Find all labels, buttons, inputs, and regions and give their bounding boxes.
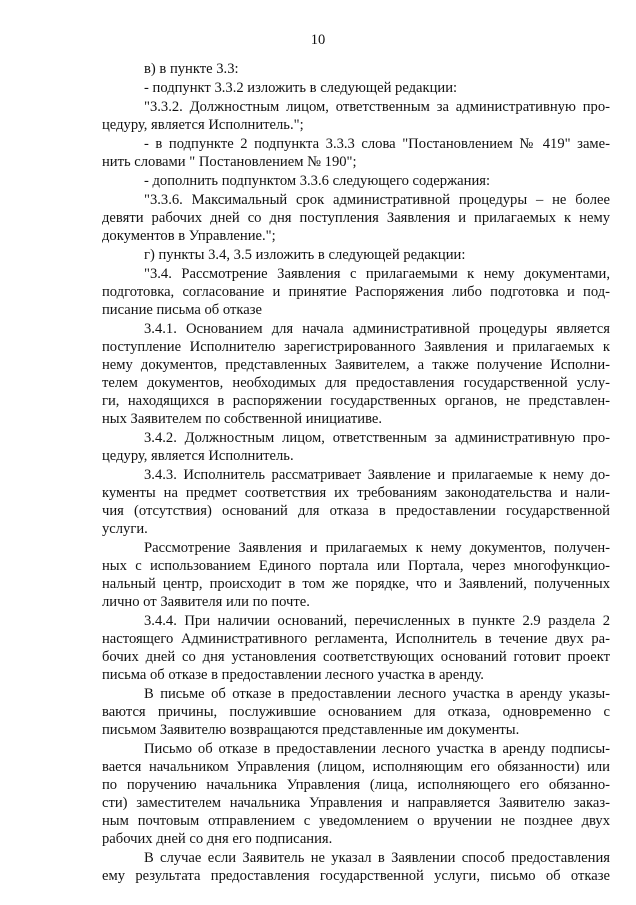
text-line: рабочих дней со дня его подписания. — [102, 831, 333, 847]
paragraph — [102, 135, 610, 171]
text-line: ным почтовым отправлением с уведомлением о вручении не позднее двух — [102, 813, 610, 829]
text-line: "3.4. Рассмотрение Заявления с прилагаемыми к нему документами, — [144, 266, 610, 282]
paragraph — [102, 612, 610, 684]
paragraph — [102, 429, 610, 465]
paragraph — [102, 740, 610, 848]
paragraph — [102, 539, 610, 611]
text-line: ги, находящихся в распоряжении государственных органов, не представлен- — [102, 393, 610, 409]
paragraph — [102, 172, 610, 190]
text-line: телем документов, необходимых для предоставления государственной услу- — [102, 375, 610, 391]
text-line: письмом Заявителю возвращаются представленные им документы. — [102, 722, 520, 738]
text-line: 3.4.4. При наличии оснований, перечисленных в пункте 2.9 раздела 2 — [144, 613, 610, 629]
text-line: - дополнить подпунктом 3.3.6 следующего содержания: — [144, 173, 491, 189]
text-line: В случае если Заявитель не указал в Заявлении способ предоставления — [144, 850, 610, 866]
text-line: "3.3.6. Максимальный срок административной процедуры – не более — [144, 192, 610, 208]
text-line: "3.3.2. Должностным лицом, ответственным за административную про- — [144, 99, 610, 115]
text-line: ваются причины, послужившие основанием для отказа, одновременно с — [102, 704, 610, 720]
text-line: поступление Исполнителю зарегистрированного Заявления и прилагаемых к — [102, 339, 610, 355]
text-line: ных с использованием Единого портала или Портала, через многофункцио- — [102, 558, 610, 574]
page-number: 10 — [310, 32, 326, 48]
paragraph — [102, 79, 610, 97]
paragraph — [102, 191, 610, 245]
text-line: документов в Управление."; — [102, 228, 276, 244]
text-line: писание письма об отказе — [102, 302, 262, 318]
text-line: цедуру, является Исполнитель."; — [102, 117, 304, 133]
text-line: настоящего Административного регламента, Исполнитель в течение двух ра- — [102, 631, 610, 647]
paragraph — [102, 320, 610, 428]
text-line: вается начальником Управления (лицом, исполняющим его обязанности) или — [102, 759, 610, 775]
paragraph — [102, 98, 610, 134]
text-line: ных Заявителем по собственной инициативе. — [102, 411, 382, 427]
text-line: Рассмотрение Заявления и прилагаемых к нему документов, получен- — [144, 540, 610, 556]
text-line: цедуру, является Исполнитель. — [102, 448, 294, 464]
text-line: бочих дней со дня установления соответствующих оснований готовит проект — [102, 649, 610, 665]
text-line: г) пункты 3.4, 3.5 изложить в следующей редакции: — [144, 247, 466, 263]
text-line: нему документов, представленных Заявителем, а также получение Исполни- — [102, 357, 610, 373]
text-line: подготовка, согласование и принятие Распоряжения либо подготовка и под- — [102, 284, 610, 300]
text-line: - подпункт 3.3.2 изложить в следующей редакции: — [144, 80, 458, 96]
text-line: кументы на предмет соответствия их требованиям законодательства и нали- — [102, 485, 610, 501]
text-line: 3.4.3. Исполнитель рассматривает Заявление и прилагаемые к нему до- — [144, 467, 610, 483]
paragraph — [102, 60, 610, 78]
paragraph — [102, 265, 610, 319]
text-line: в) в пункте 3.3: — [144, 61, 239, 77]
text-line: ему результата предоставления государственной услуги, письмо об отказе — [102, 868, 610, 884]
paragraph — [102, 466, 610, 538]
document-body — [102, 60, 610, 885]
text-line: В письме об отказе в предоставлении лесного участка в аренду указы- — [144, 686, 610, 702]
paragraph — [102, 246, 610, 264]
text-line: нальный центр, происходит в том же порядке, что и Заявлений, полученных — [102, 576, 610, 592]
paragraph — [102, 849, 610, 885]
text-line: 3.4.1. Основанием для начала административной процедуры является — [144, 321, 610, 337]
text-line: девяти рабочих дней со дня поступления Заявления и прилагаемых к нему — [102, 210, 610, 226]
text-line: сти) заместителем начальника Управления и направляется Заявителю заказ- — [102, 795, 610, 811]
text-line: чия (отсутствия) оснований для отказа в предоставлении государственной — [102, 503, 610, 519]
text-line: нить словами " Постановлением № 190"; — [102, 154, 357, 170]
text-line: 3.4.2. Должностным лицом, ответственным за административную про- — [144, 430, 610, 446]
text-line: лично от Заявителя или по почте. — [102, 594, 310, 610]
paragraph — [102, 685, 610, 739]
text-line: услуги. — [102, 521, 148, 537]
text-line: по поручению начальника Управления (лица, исполняющего его обязанно- — [102, 777, 610, 793]
text-line: Письмо об отказе в предоставлении лесного участка в аренду подписы- — [144, 741, 610, 757]
text-line: письма об отказе в предоставлении лесного участка в аренду. — [102, 667, 484, 683]
text-line: - в подпункте 2 подпункта 3.3.3 слова "Постановлением № 419" заме- — [144, 136, 610, 152]
